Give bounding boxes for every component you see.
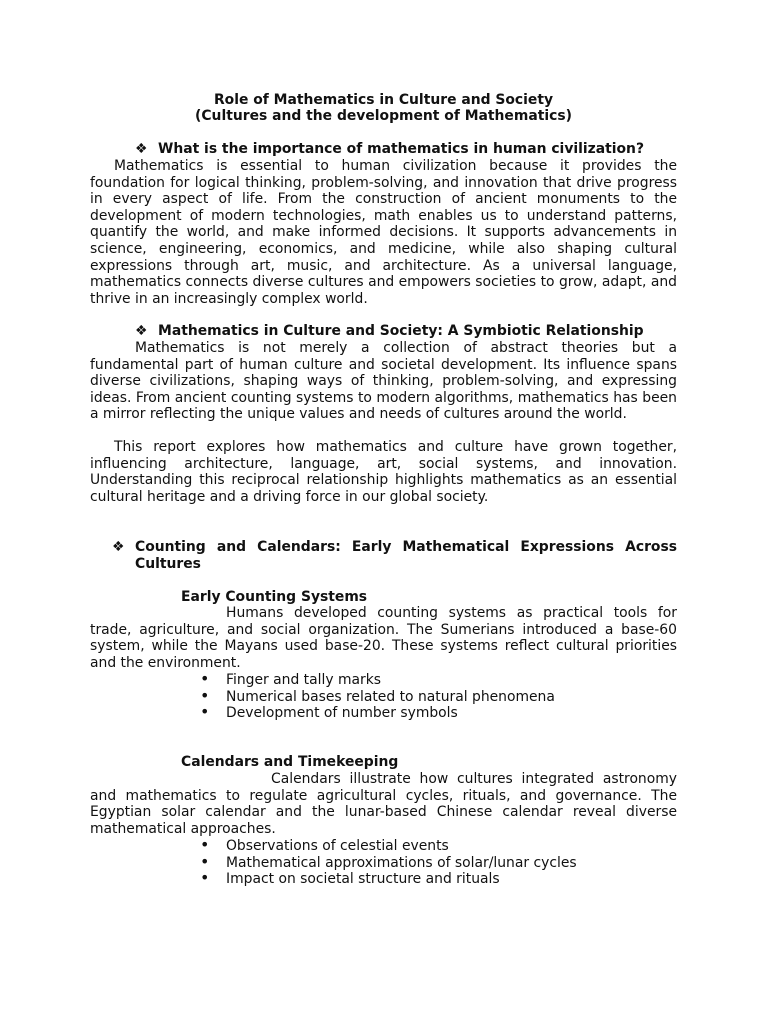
title-line-1: Role of Mathematics in Culture and Society [213,92,554,108]
early-counting-paragraph: Humans developed counting systems as practical tools for trade, agriculture, and social organization. The Sumerians introduced a base-60 system, while the Mayans used base-20. These systems reflect cultural priorities and the environment. [90,605,677,671]
list-item [200,704,555,721]
bullet-dot-icon: • [200,868,210,888]
section2-heading [135,323,644,340]
early-counting-heading: Early Counting Systems [181,589,368,605]
diamond-bullet-icon: ❖ [112,539,125,555]
list-item [200,685,555,705]
section3-heading-line-1: Counting and Calendars: Early Mathematical Expressions Across [135,539,677,555]
section2-heading-text: Mathematics in Culture and Society: A Symbiotic Relationship [158,323,644,339]
section3-heading [112,539,677,572]
list-item-text: Observations of celestial events [226,838,449,854]
diamond-bullet-icon: ❖ [135,141,148,157]
section2-paragraph-1: Mathematics is not merely a collection of abstract theories but a fundamental part of human culture and societal development. Its influence spans diverse civilizations, shaping ways of thinking, problem-solving, and expressing ideas. From ancient counting systems to modern algorithms, mathematics has been a mirror reflecting the unique values and needs of cultures around the world. [90,340,677,423]
section3-heading-line-2: Cultures [135,555,201,572]
bullet-dot-icon: • [200,685,210,705]
diamond-bullet-icon: ❖ [135,323,148,339]
list-item-text: Numerical bases related to natural phenomena [226,688,555,705]
list-item-text: Development of number symbols [226,705,458,722]
bullet-dot-icon: • [200,851,210,871]
list-item [200,870,577,887]
calendars-heading: Calendars and Timekeeping [181,754,399,770]
list-item-text: Mathematical approximations of solar/lunar cycles [226,854,577,871]
list-item [200,851,577,871]
calendars-list [200,837,577,887]
early-counting-list [200,671,555,721]
list-item [200,837,577,854]
section1-heading [135,141,644,158]
list-item-text: Impact on societal structure and rituals [226,871,500,888]
section1-paragraph: Mathematics is essential to human civilization because it provides the foundation for logical thinking, problem-solving, and innovation that drive progress in every aspect of life. From the construction of ancient monuments to the development of modern technologies, math enables us to understand patterns, quantify the world, and make informed decisions. It supports advancements in science, engineering, economics, and medicine, while also shaping cultural expressions through art, music, and architecture. As a universal language, mathematics connects diverse cultures and empowers societies to grow, adapt, and thrive in an increasingly complex world. [90,158,677,307]
list-item-text: Finger and tally marks [226,672,382,688]
bullet-dot-icon: • [200,702,210,722]
section1-heading-text: What is the importance of mathematics in human civilization? [158,141,645,157]
bullet-dot-icon: • [200,669,210,688]
list-item [200,671,555,688]
title-line-2: (Cultures and the development of Mathematics) [195,108,572,124]
section2-paragraph-2: This report explores how mathematics and culture have grown together, influencing architecture, language, art, social systems, and innovation. Understanding this reciprocal relationship highlights mathematics as an essential cultural heritage and a driving force in our global society. [90,439,677,505]
calendars-paragraph: Calendars illustrate how cultures integrated astronomy and mathematics to regulate agricultural cycles, rituals, and governance. The Egyptian solar calendar and the lunar-based Chinese calendar reveal diverse mathematical approaches. [90,771,677,837]
bullet-dot-icon: • [200,835,210,854]
